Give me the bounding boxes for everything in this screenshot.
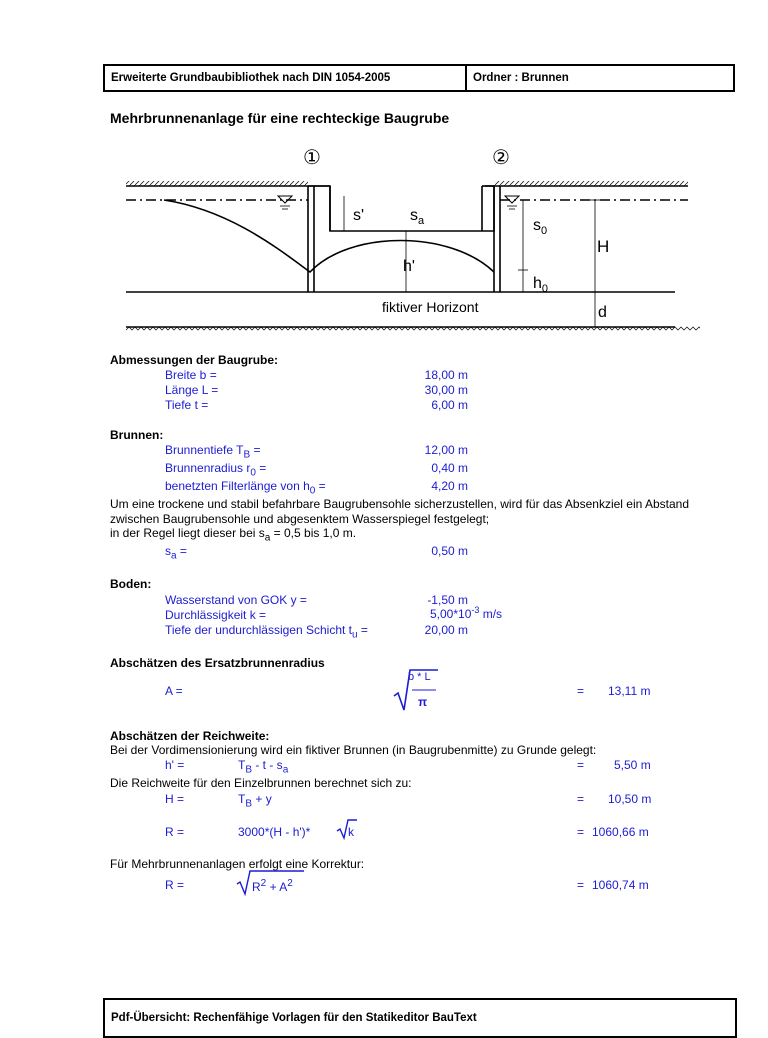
section-boden-heading: Boden:: [110, 577, 152, 591]
filterlaenge-value: 4,20 m: [431, 479, 468, 493]
brunnentiefe-label: Brunnentiefe $T_B$ =: [165, 443, 261, 461]
breite-label: Breite b =: [165, 368, 217, 382]
R2-equals: =: [577, 878, 585, 892]
durchlaessigkeit-value: $5,00*10^{-3}$ m/s: [430, 605, 503, 621]
sqrt-k-sign: [336, 818, 358, 840]
H-value: 10,50 m: [608, 792, 652, 806]
R2-formula: $R^2 + A^2$: [252, 878, 293, 894]
well-1: [308, 186, 314, 292]
H-equals: =: [577, 792, 585, 806]
header-folder: Ordner : Brunnen: [473, 72, 569, 84]
sa-value: 0,50 m: [431, 544, 468, 558]
label-s0: $s_0$: [533, 217, 548, 237]
label-H: H: [597, 237, 610, 256]
R2-value: 1060,74 m: [592, 878, 649, 892]
R-formula: 3000*(H - h')*: [238, 825, 311, 839]
sa-label: $s_a$ =: [165, 544, 187, 562]
label-s-prime: s': [353, 207, 365, 224]
filterlaenge-label: benetzten Filterlänge von $h_0$ =: [165, 479, 326, 497]
paragraph-line-1: Um eine trockene und stabil befahrbare Baugrubensohle sicherzustellen, wird für das Absenkziel ein Abstand: [110, 497, 690, 511]
paragraph-line-2: zwischen Baugrubensohle und abgesenktem Wasserspiegel festgelegt;: [110, 512, 490, 526]
tiefe-value: 6,00 m: [431, 398, 468, 412]
schicht-value: 20,00 m: [424, 623, 468, 637]
well-2-label: ②: [492, 147, 510, 169]
well-1-label: ①: [303, 147, 321, 169]
R-label: R =: [165, 825, 185, 839]
A-numerator: b * L: [408, 671, 431, 683]
well-diagram: [120, 140, 700, 340]
R-equals: =: [577, 825, 585, 839]
laenge-label: Länge L =: [165, 383, 219, 397]
h-prime-formula: $T_B$ - t - $s_a$: [238, 758, 289, 776]
R-value: 1060,66 m: [592, 825, 649, 839]
water-level-symbol-left: [278, 196, 292, 209]
durchlaessigkeit-label: Durchlässigkeit k =: [165, 608, 267, 622]
H-label: H =: [165, 792, 185, 806]
h-prime-equals: =: [577, 758, 585, 772]
header-library-title: Erweiterte Grundbaubibliothek nach DIN 1054-2005: [105, 66, 467, 90]
laenge-value: 30,00 m: [424, 383, 468, 397]
water-level-symbol-right: [505, 196, 519, 209]
label-s-a: $s_a$: [410, 207, 425, 227]
section-brunnen-heading: Brunnen:: [110, 428, 164, 442]
document-header: [103, 64, 735, 92]
reichweite-line-2: Die Reichweite für den Einzelbrunnen berechnet sich zu:: [110, 776, 412, 790]
H-formula: $T_B + y$: [238, 792, 272, 810]
pit-outline: [308, 186, 494, 231]
label-d: d: [598, 304, 607, 321]
label-h-prime: h': [403, 258, 415, 275]
reichweite-intro: Bei der Vordimensionierung wird ein fiktiver Brunnen (in Baugrubenmitte) zu Grunde gelegt:: [110, 743, 597, 757]
well-2: [494, 186, 500, 292]
brunnentiefe-value: 12,00 m: [424, 443, 468, 457]
section-baugrube-heading: Abmessungen der Baugrube:: [110, 353, 279, 367]
label-h0: $h_0$: [533, 275, 549, 295]
paragraph-line-3: in der Regel liegt dieser bei $s_a = 0,5$ bis 1,0 m.: [110, 526, 357, 544]
brunnenradius-label: Brunnenradius $r_0$ =: [165, 461, 267, 479]
wasserstand-label: Wasserstand von GOK y =: [165, 593, 307, 607]
reichweite-line-3: Für Mehrbrunnenanlagen erfolgt eine Korrektur:: [110, 857, 365, 871]
section-ersatz-heading: Abschätzen des Ersatzbrunnenradius: [110, 656, 325, 670]
A-equals: =: [577, 684, 585, 698]
A-denominator: π: [418, 695, 428, 709]
R2-label: R =: [165, 878, 185, 892]
R-formula-k: k: [348, 825, 354, 839]
label-horizon: fiktiver Horizont: [382, 299, 479, 315]
h-prime-value: 5,50 m: [614, 758, 651, 772]
wasserstand-value: -1,50 m: [427, 593, 468, 607]
section-reichweite-heading: Abschätzen der Reichweite:: [110, 729, 270, 743]
footer-overview: Pdf-Übersicht: Rechenfähige Vorlagen für den Statikeditor BauText: [103, 998, 737, 1038]
tiefe-label: Tiefe t =: [165, 398, 209, 412]
A-label: A =: [165, 684, 183, 698]
h-prime-label: h' =: [165, 758, 185, 772]
A-value: 13,11 m: [608, 684, 651, 698]
breite-value: 18,00 m: [424, 368, 468, 382]
page-title: Mehrbrunnenanlage für eine rechteckige Baugrube: [110, 110, 450, 126]
drawdown-curve: [164, 200, 494, 272]
brunnenradius-value: 0,40 m: [431, 461, 468, 475]
schicht-label: Tiefe der undurchlässigen Schicht $t_u$ =: [165, 623, 368, 641]
